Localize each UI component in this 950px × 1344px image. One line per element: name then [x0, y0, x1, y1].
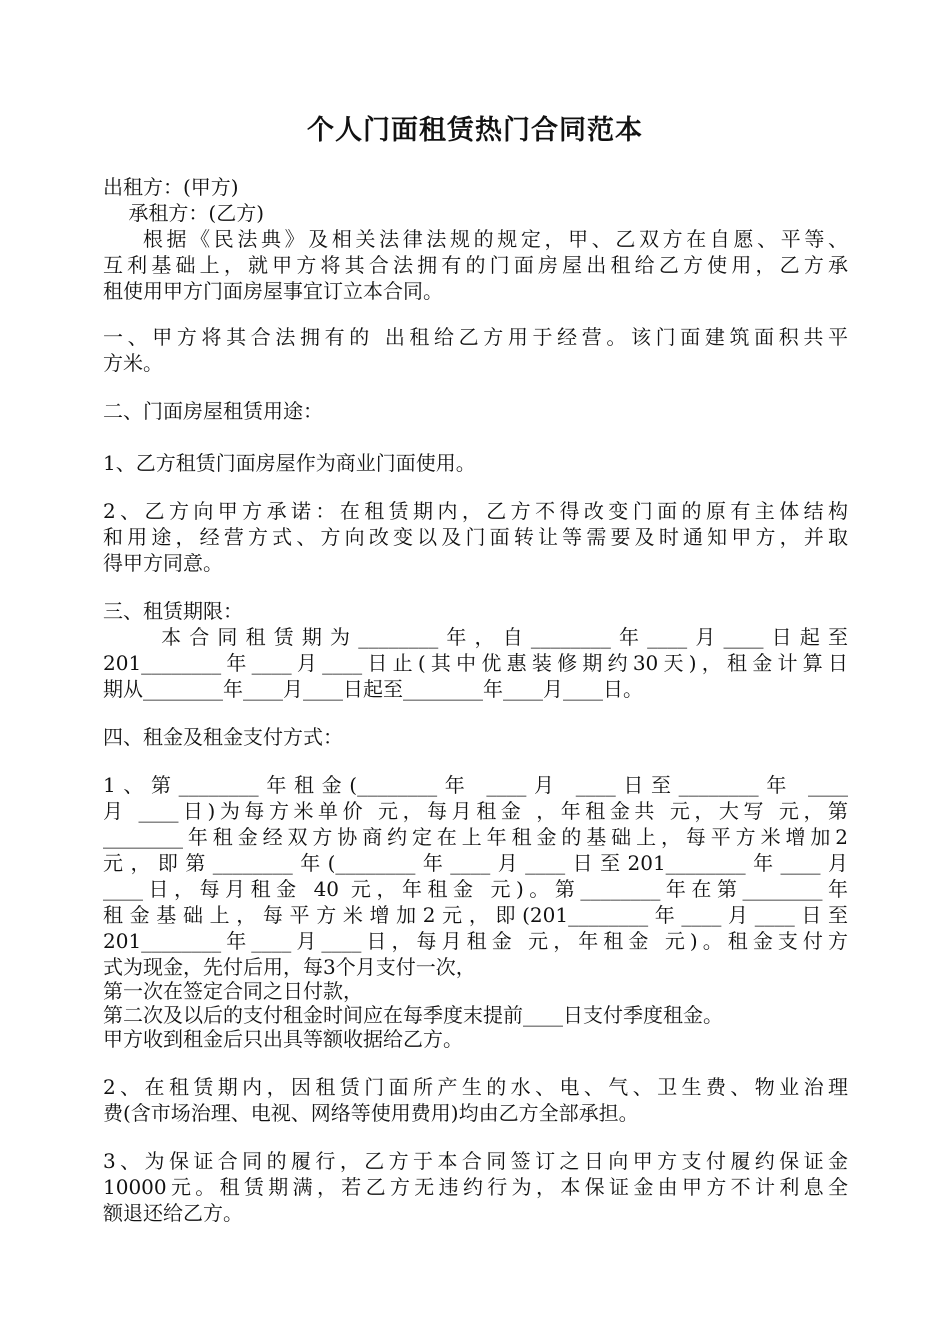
text-line: 甲方收到租金后只出具等额收据给乙方。	[103, 1027, 463, 1051]
text-line: 承租方：(乙方)	[103, 201, 265, 225]
text-line: 第二次及以后的支付租金时间应在每季度末提前____日支付季度租金。	[103, 1003, 723, 1027]
text-line: 互利基础上，就甲方将其合法拥有的门面房屋出租给乙方使用，乙方承	[103, 253, 848, 277]
text-line: 方米。	[103, 351, 163, 375]
text-line: 元，即第________年(________年____月____日至201________年____月	[103, 851, 848, 875]
text-line: 租金基础上，每平方米增加2元，即(201________年____月____日至	[103, 903, 848, 927]
section-heading: 四、租金及租金支付方式：	[103, 725, 343, 749]
text-line: 201________年____月____日，每月租金 元，年租金 元)。租金支付方	[103, 929, 848, 953]
text-line: 租使用甲方门面房屋事宜订立本合同。	[103, 279, 443, 303]
text-line: 10000元。租赁期满，若乙方无违约行为，本保证金由甲方不计利息全	[103, 1175, 848, 1199]
text-line: 额退还给乙方。	[103, 1201, 243, 1225]
text-line: 1、第________年租金(________年 ____月 ____日至________年 ____	[103, 773, 848, 797]
text-line: 根据《民法典》及相关法律法规的规定，甲、乙双方在自愿、平等、	[103, 227, 848, 251]
text-line: 2、乙方向甲方承诺：在租赁期内，乙方不得改变门面的原有主体结构	[103, 499, 848, 523]
text-line: 一、甲方将其合法拥有的 出租给乙方用于经营。该门面建筑面积共平	[103, 325, 848, 349]
text-line: 月 ____日)为每方米单价 元，每月租金 ，年租金共 元，大写 元，第	[103, 799, 848, 823]
text-line: 费(含市场治理、电视、网络等使用费用)均由乙方全部承担。	[103, 1101, 639, 1125]
text-line: 1、乙方租赁门面房屋作为商业门面使用。	[103, 451, 476, 475]
text-line: 和用途，经营方式、方向改变以及门面转让等需要及时通知甲方，并取	[103, 525, 848, 549]
text-line: 2、在租赁期内，因租赁门面所产生的水、电、气、卫生费、物业治理	[103, 1075, 848, 1099]
text-line: 3、为保证合同的履行，乙方于本合同签订之日向甲方支付履约保证金	[103, 1149, 848, 1173]
text-line: 出租方：(甲方)	[103, 175, 239, 199]
text-line: 本合同租赁期为________年，自________年____月____日起至	[103, 625, 848, 649]
text-line: ________年租金经双方协商约定在上年租金的基础上，每平方米增加2	[103, 825, 848, 849]
text-line: 期从________年____月____日起至________年____月____日。	[103, 677, 643, 701]
text-line: 201________年____月____日止(其中优惠装修期约30天)，租金计算日	[103, 651, 848, 675]
section-heading: 二、门面房屋租赁用途：	[103, 399, 323, 423]
text-line: ____日，每月租金 40 元，年租金 元)。第________年在第________年	[103, 877, 848, 901]
text-line: 第一次在签定合同之日付款，	[103, 979, 363, 1003]
document-title: 个人门面租赁热门合同范本	[307, 115, 643, 146]
section-heading: 三、租赁期限：	[103, 599, 243, 623]
text-line: 得甲方同意。	[103, 551, 223, 575]
text-line: 式为现金，先付后用，每3个月支付一次，	[103, 955, 476, 979]
